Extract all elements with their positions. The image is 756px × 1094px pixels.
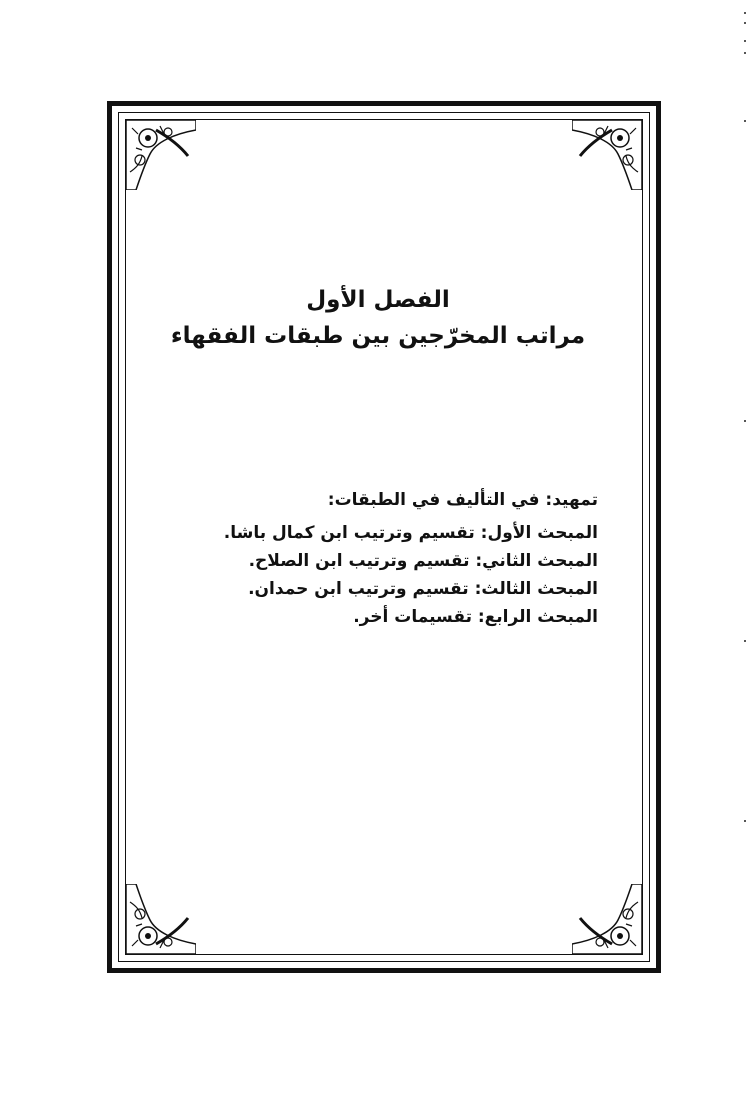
corner-ornament-bottom-left (126, 884, 196, 954)
toc-item: المبحث الثاني: تقسيم وترتيب ابن الصلاح. (248, 551, 598, 571)
scan-edge-marks (744, 0, 748, 1094)
corner-ornament-top-right (572, 120, 642, 190)
corner-ornament-top-left (126, 120, 196, 190)
toc-item: المبحث الثالث: تقسيم وترتيب ابن حمدان. (248, 579, 598, 599)
chapter-subtitle: مراتب المخرّجين بين طبقات الفقهاء (170, 323, 586, 349)
toc-item: المبحث الرابع: تقسيمات أخر. (353, 607, 598, 627)
table-of-contents (178, 485, 598, 631)
title-block (150, 283, 606, 353)
toc-item: المبحث الأول: تقسيم وترتيب ابن كمال باشا. (223, 523, 598, 543)
corner-ornament-bottom-right (572, 884, 642, 954)
chapter-title: الفصل الأول (306, 287, 450, 313)
toc-intro: تمهيد: في التأليف في الطبقات: (327, 490, 598, 510)
